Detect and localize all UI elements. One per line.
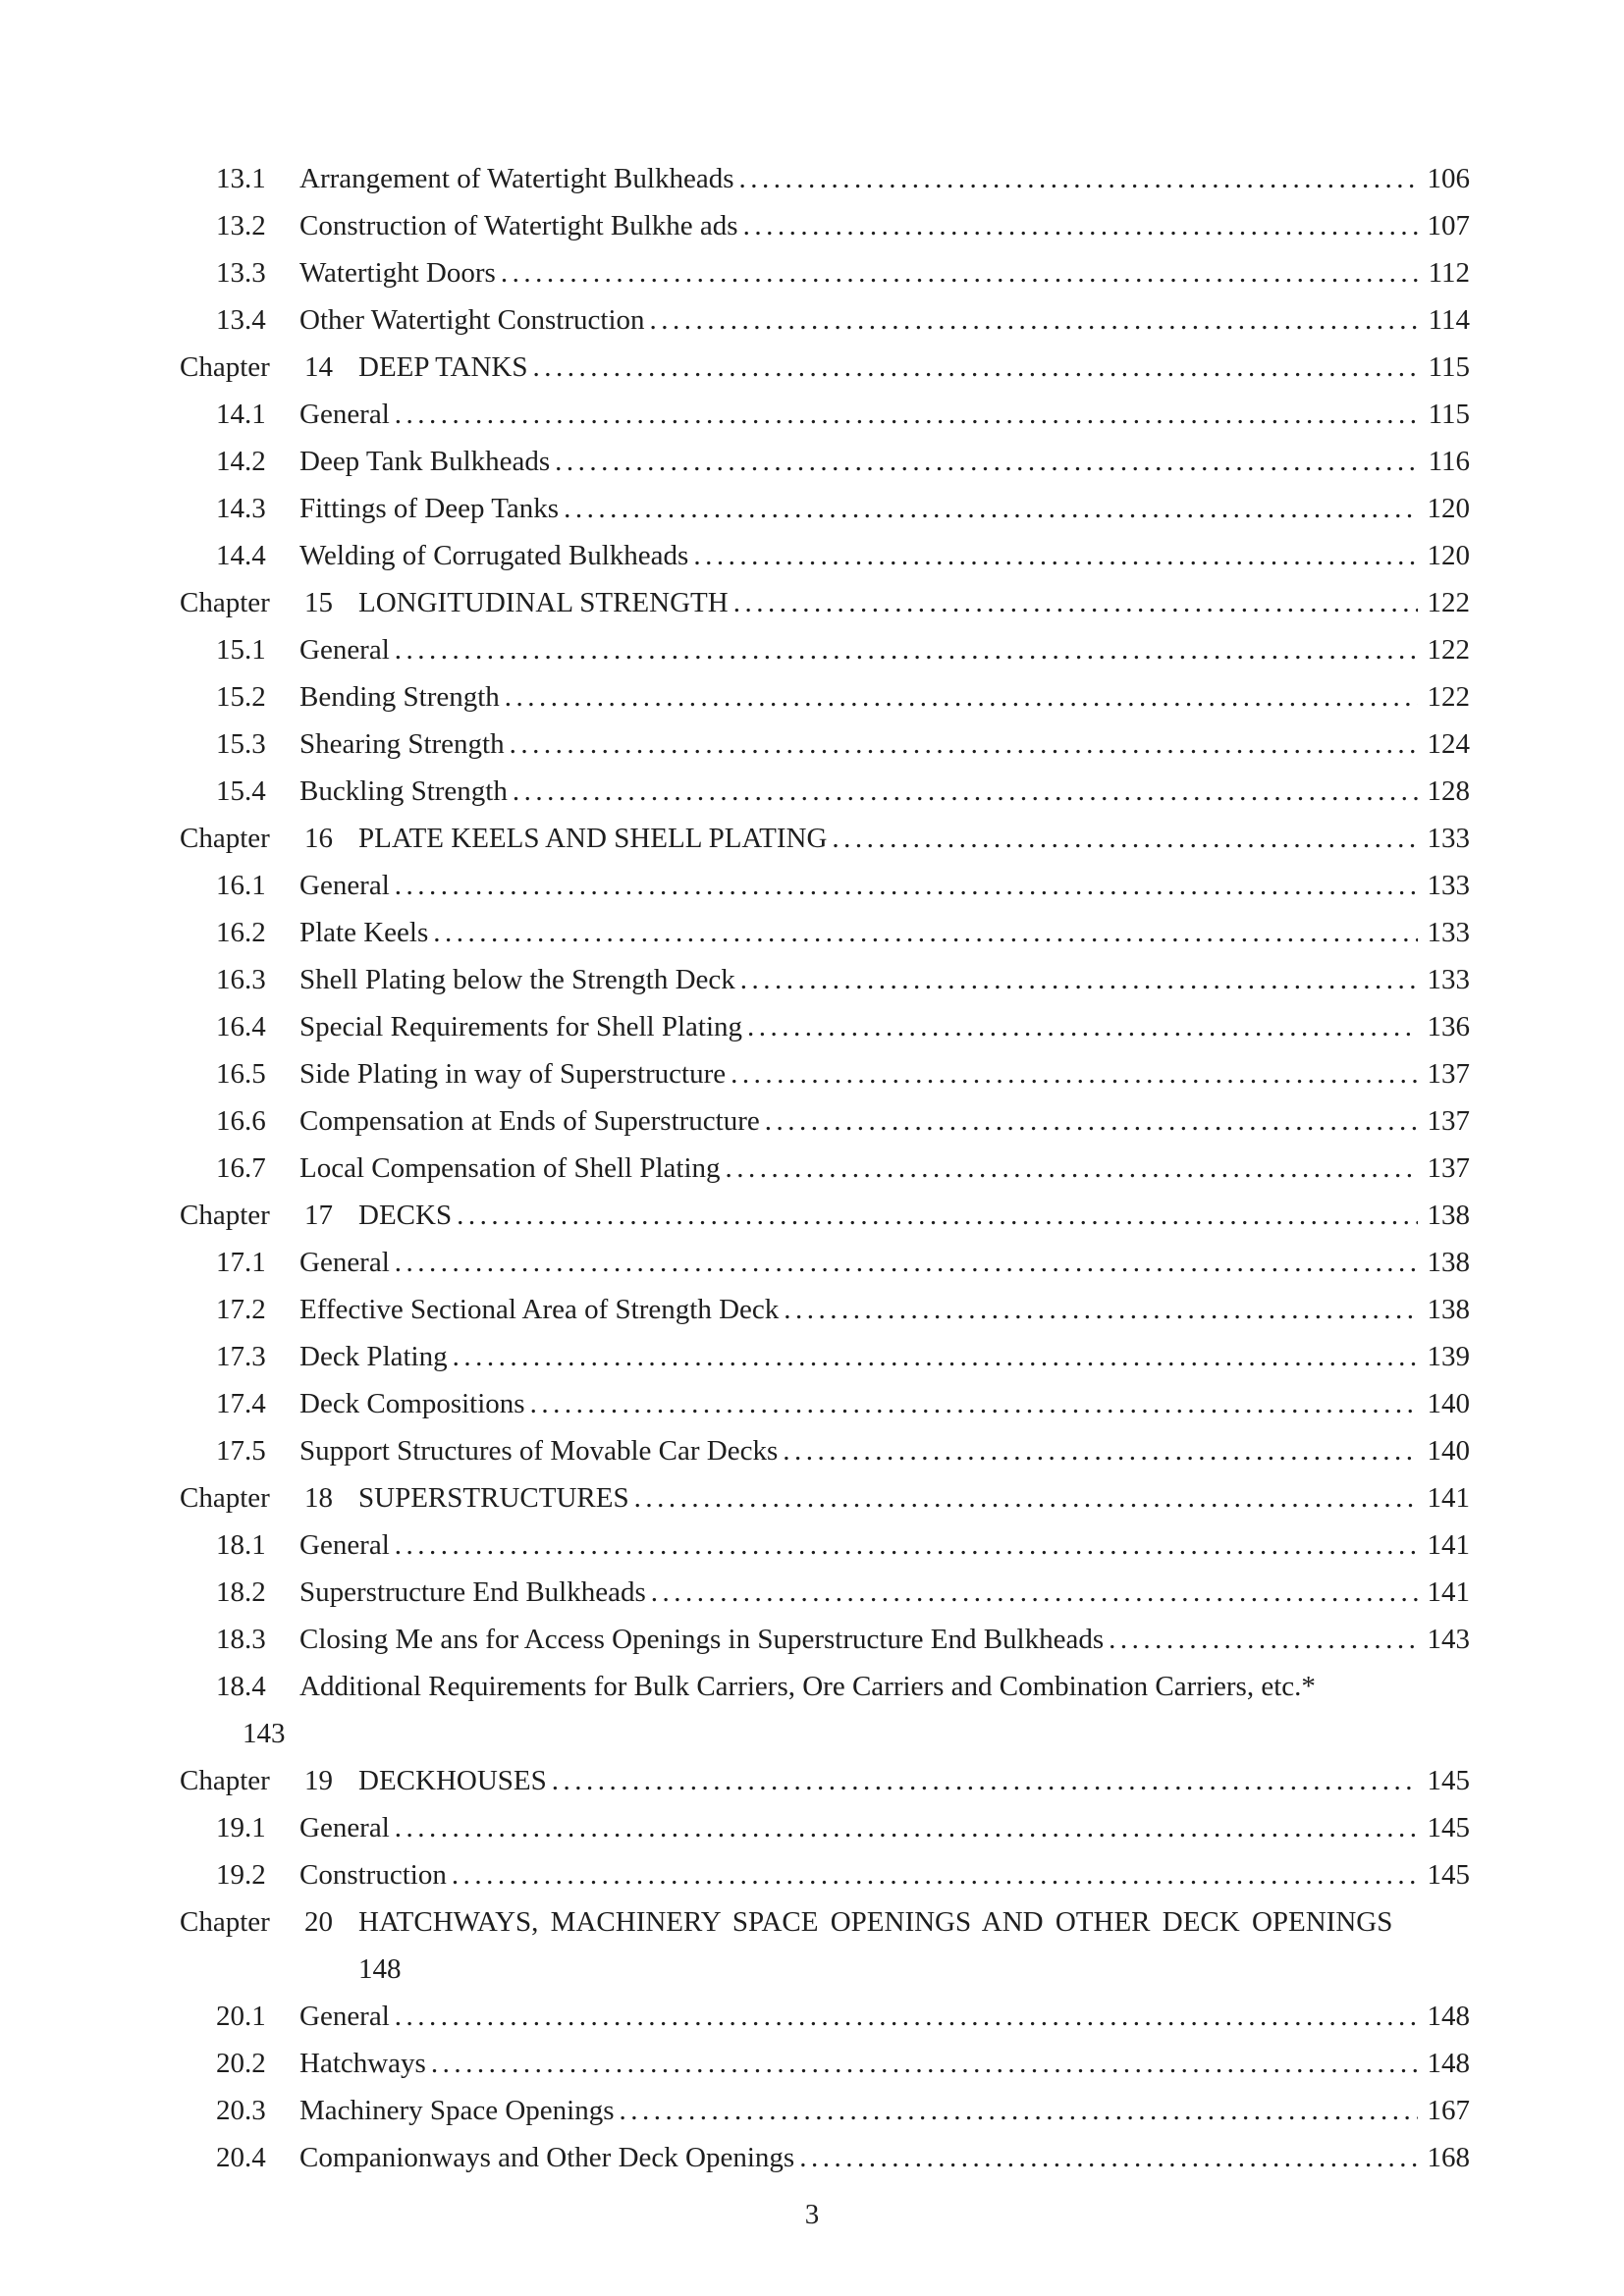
section-number: 15.4 [216, 775, 266, 807]
entry-title: Plate Keels [299, 917, 429, 948]
entry-title: General [299, 870, 390, 901]
dot-leader [620, 2087, 1418, 2134]
section-number: 18.4 [216, 1671, 266, 1702]
toc-section-entry [0, 2040, 1624, 2087]
section-number: 13.3 [216, 257, 266, 289]
entry-title: Shearing Strength [299, 728, 505, 760]
page-number: 140 [1427, 1435, 1470, 1467]
dot-leader [784, 1286, 1418, 1333]
toc-section-entry [0, 1050, 1624, 1097]
entry-title: DEEP TANKS [358, 351, 528, 383]
dot-leader [395, 1993, 1418, 2040]
section-number: 17.4 [216, 1388, 266, 1419]
toc-section-entry [0, 249, 1624, 296]
page-number: 133 [1427, 917, 1470, 948]
section-number: 14.1 [216, 399, 266, 430]
chapter-label: Chapter [180, 1200, 270, 1231]
page-number: 168 [1427, 2142, 1470, 2173]
entry-title: Compensation at Ends of Superstructure [299, 1105, 760, 1137]
page-number: 133 [1427, 870, 1470, 901]
dot-leader [395, 1239, 1418, 1286]
dot-leader [530, 1380, 1418, 1427]
dot-leader [552, 1757, 1418, 1804]
page-number: 145 [1427, 1859, 1470, 1891]
page-number: 141 [1427, 1529, 1470, 1561]
dot-leader [510, 721, 1418, 768]
toc-section-entry [0, 1804, 1624, 1851]
toc-section-entry [0, 438, 1624, 485]
dot-leader [564, 485, 1418, 532]
entry-title: DECKHOUSES [358, 1765, 547, 1796]
section-number: 19.1 [216, 1812, 266, 1843]
toc-section-entry [0, 485, 1624, 532]
toc-section-entry [0, 1380, 1624, 1427]
page-number: 115 [1428, 351, 1470, 383]
dot-leader [457, 1192, 1418, 1239]
toc-chapter-entry [0, 1898, 1624, 1993]
entry-title: Hatchways [299, 2048, 426, 2079]
entry-title: Construction of Watertight Bulkhe ads [299, 210, 738, 241]
section-number: 15.2 [216, 681, 266, 713]
toc-section-entry [0, 1333, 1624, 1380]
toc-section-entry [0, 1851, 1624, 1898]
dot-leader [765, 1097, 1418, 1145]
entry-title: Construction [299, 1859, 447, 1891]
entry-title: General [299, 634, 390, 666]
page-number: 116 [1428, 446, 1470, 477]
page-number: 141 [1427, 1576, 1470, 1608]
toc-section-entry [0, 1993, 1624, 2040]
page-number: 138 [1427, 1247, 1470, 1278]
dot-leader [431, 2040, 1418, 2087]
entry-title: General [299, 1529, 390, 1561]
chapter-label: Chapter [180, 1765, 270, 1796]
dot-leader [799, 2134, 1418, 2181]
page-number: 148 [1427, 2048, 1470, 2079]
entry-title: HATCHWAYS, MACHINERY SPACE OPENINGS AND OTHER DECK OPENINGS [358, 1906, 1393, 1938]
entry-title: General [299, 2001, 390, 2032]
dot-leader [1109, 1616, 1418, 1663]
page-number: 133 [1427, 964, 1470, 995]
toc-section-entry [0, 721, 1624, 768]
toc-section-entry [0, 532, 1624, 579]
section-number: 19.2 [216, 1859, 266, 1891]
page-number: 145 [1427, 1765, 1470, 1796]
page-number: 138 [1427, 1294, 1470, 1325]
entry-title: Superstructure End Bulkheads [299, 1576, 646, 1608]
entry-title: General [299, 1247, 390, 1278]
page-number: 122 [1427, 587, 1470, 618]
dot-leader [513, 768, 1418, 815]
toc-section-entry [0, 1003, 1624, 1050]
toc-section-entry [0, 862, 1624, 909]
toc-section-entry [0, 626, 1624, 673]
dot-leader [726, 1145, 1418, 1192]
section-number: 17.1 [216, 1247, 266, 1278]
toc-section-entry [0, 2134, 1624, 2181]
page-number: 148 [1427, 2001, 1470, 2032]
page-number: 115 [1428, 399, 1470, 430]
entry-title: General [299, 399, 390, 430]
toc-section-entry [0, 1145, 1624, 1192]
section-number: 15.1 [216, 634, 266, 666]
page-number: 133 [1427, 823, 1470, 854]
entry-title: Bending Strength [299, 681, 500, 713]
page-number: 143 [1427, 1624, 1470, 1655]
page-number: 137 [1427, 1105, 1470, 1137]
page-number: 122 [1427, 681, 1470, 713]
dot-leader [738, 155, 1418, 202]
page-number: 124 [1427, 728, 1470, 760]
entry-title: Other Watertight Construction [299, 304, 645, 336]
chapter-number: 15 [304, 587, 333, 618]
section-number: 14.3 [216, 493, 266, 524]
entry-title: Special Requirements for Shell Plating [299, 1011, 743, 1042]
page-number: 106 [1427, 163, 1470, 194]
page-number: 143 [243, 1718, 286, 1749]
dot-leader [505, 673, 1418, 721]
section-number: 16.1 [216, 870, 266, 901]
toc-section-entry [0, 391, 1624, 438]
chapter-label: Chapter [180, 1906, 270, 1938]
entry-title: Arrangement of Watertight Bulkheads [299, 163, 734, 194]
entry-title: LONGITUDINAL STRENGTH [358, 587, 729, 618]
section-number: 20.1 [216, 2001, 266, 2032]
section-number: 18.3 [216, 1624, 266, 1655]
dot-leader [395, 391, 1418, 438]
page-number: 122 [1427, 634, 1470, 666]
section-number: 16.4 [216, 1011, 266, 1042]
entry-title: Closing Me ans for Access Openings in Superstructure End Bulkheads [299, 1624, 1105, 1655]
entry-title: Effective Sectional Area of Strength Deck [299, 1294, 780, 1325]
entry-title: General [299, 1812, 390, 1843]
dot-leader [395, 1804, 1418, 1851]
dot-leader [747, 1003, 1418, 1050]
entry-title: Fittings of Deep Tanks [299, 493, 560, 524]
toc-section-entry [0, 956, 1624, 1003]
section-number: 16.3 [216, 964, 266, 995]
toc-section-entry [0, 1616, 1624, 1663]
table-of-contents [0, 155, 1624, 2181]
page-number: 112 [1428, 257, 1470, 289]
page-number: 120 [1427, 493, 1470, 524]
entry-title: Deck Plating [299, 1341, 448, 1372]
dot-leader [395, 1522, 1418, 1569]
dot-leader [733, 579, 1418, 626]
entry-title: SUPERSTRUCTURES [358, 1482, 629, 1514]
section-number: 20.2 [216, 2048, 266, 2079]
dot-leader [533, 344, 1419, 391]
entry-title: Deck Compositions [299, 1388, 525, 1419]
entry-title: PLATE KEELS AND SHELL PLATING [358, 823, 828, 854]
section-number: 18.2 [216, 1576, 266, 1608]
toc-section-entry [0, 1239, 1624, 1286]
chapter-label: Chapter [180, 1482, 270, 1514]
entry-title: Buckling Strength [299, 775, 508, 807]
toc-section-entry [0, 673, 1624, 721]
toc-section-entry [0, 296, 1624, 344]
section-number: 16.2 [216, 917, 266, 948]
section-number: 20.3 [216, 2095, 266, 2126]
section-number: 17.3 [216, 1341, 266, 1372]
page-number: 114 [1428, 304, 1470, 336]
page-number: 137 [1427, 1058, 1470, 1090]
entry-title: Shell Plating below the Strength Deck [299, 964, 735, 995]
toc-chapter-entry [0, 815, 1624, 862]
toc-section-entry [0, 2087, 1624, 2134]
chapter-number: 20 [304, 1906, 333, 1938]
toc-chapter-entry [0, 1192, 1624, 1239]
page-number: 138 [1427, 1200, 1470, 1231]
section-number: 13.1 [216, 163, 266, 194]
page-number: 136 [1427, 1011, 1470, 1042]
entry-title: DECKS [358, 1200, 453, 1231]
page-number: 140 [1427, 1388, 1470, 1419]
dot-leader [651, 1569, 1418, 1616]
chapter-number: 17 [304, 1200, 333, 1231]
toc-chapter-entry [0, 579, 1624, 626]
chapter-number: 14 [304, 351, 333, 383]
dot-leader [452, 1851, 1418, 1898]
entry-title: Watertight Doors [299, 257, 496, 289]
toc-section-entry [0, 1097, 1624, 1145]
toc-section-entry [0, 1427, 1624, 1474]
page-number: 167 [1427, 2095, 1470, 2126]
dot-leader [693, 532, 1418, 579]
page-number: 137 [1427, 1152, 1470, 1184]
toc-section-entry [0, 909, 1624, 956]
chapter-label: Chapter [180, 587, 270, 618]
toc-section-entry [0, 1286, 1624, 1333]
dot-leader [501, 249, 1418, 296]
section-number: 16.5 [216, 1058, 266, 1090]
dot-leader [740, 956, 1418, 1003]
dot-leader [634, 1474, 1418, 1522]
section-number: 18.1 [216, 1529, 266, 1561]
section-number: 14.4 [216, 540, 266, 571]
section-number: 16.6 [216, 1105, 266, 1137]
chapter-label: Chapter [180, 823, 270, 854]
page-number: 141 [1427, 1482, 1470, 1514]
entry-title: Side Plating in way of Superstructure [299, 1058, 727, 1090]
section-number: 13.4 [216, 304, 266, 336]
toc-section-entry [0, 768, 1624, 815]
entry-first-line [216, 1663, 1470, 1710]
entry-title: Additional Requirements for Bulk Carriers, Ore Carriers and Combination Carriers, etc.* [299, 1671, 1316, 1702]
chapter-number: 19 [304, 1765, 333, 1796]
section-number: 16.7 [216, 1152, 266, 1184]
toc-section-entry [0, 1663, 1624, 1757]
section-number: 13.2 [216, 210, 266, 241]
dot-leader [743, 202, 1418, 249]
entry-title: Local Compensation of Shell Plating [299, 1152, 721, 1184]
page-number-footer: 3 [804, 2199, 820, 2230]
chapter-number: 18 [304, 1482, 333, 1514]
dot-leader [453, 1333, 1418, 1380]
page-number: 139 [1427, 1341, 1470, 1372]
toc-section-entry [0, 1522, 1624, 1569]
page-number: 145 [1427, 1812, 1470, 1843]
toc-chapter-entry [0, 344, 1624, 391]
dot-leader [555, 438, 1418, 485]
entry-title: Support Structures of Movable Car Decks [299, 1435, 779, 1467]
dot-leader [650, 296, 1418, 344]
section-number: 14.2 [216, 446, 266, 477]
dot-leader [731, 1050, 1418, 1097]
entry-title: Companionways and Other Deck Openings [299, 2142, 795, 2173]
dot-leader [395, 626, 1418, 673]
page-number: 120 [1427, 540, 1470, 571]
page-number: 148 [358, 1953, 402, 1985]
dot-leader [832, 815, 1418, 862]
dot-leader [433, 909, 1418, 956]
toc-chapter-entry [0, 1474, 1624, 1522]
dot-leader [395, 862, 1418, 909]
chapter-number: 16 [304, 823, 333, 854]
toc-chapter-entry [0, 1757, 1624, 1804]
toc-section-entry [0, 155, 1624, 202]
chapter-label: Chapter [180, 351, 270, 383]
toc-section-entry [0, 202, 1624, 249]
page-number: 107 [1427, 210, 1470, 241]
entry-title: Machinery Space Openings [299, 2095, 615, 2126]
page-number: 128 [1427, 775, 1470, 807]
section-number: 17.2 [216, 1294, 266, 1325]
dot-leader [783, 1427, 1418, 1474]
entry-title: Deep Tank Bulkheads [299, 446, 551, 477]
entry-first-line [180, 1898, 1470, 1946]
section-number: 17.5 [216, 1435, 266, 1467]
section-number: 20.4 [216, 2142, 266, 2173]
section-number: 15.3 [216, 728, 266, 760]
toc-section-entry [0, 1569, 1624, 1616]
entry-title: Welding of Corrugated Bulkheads [299, 540, 689, 571]
